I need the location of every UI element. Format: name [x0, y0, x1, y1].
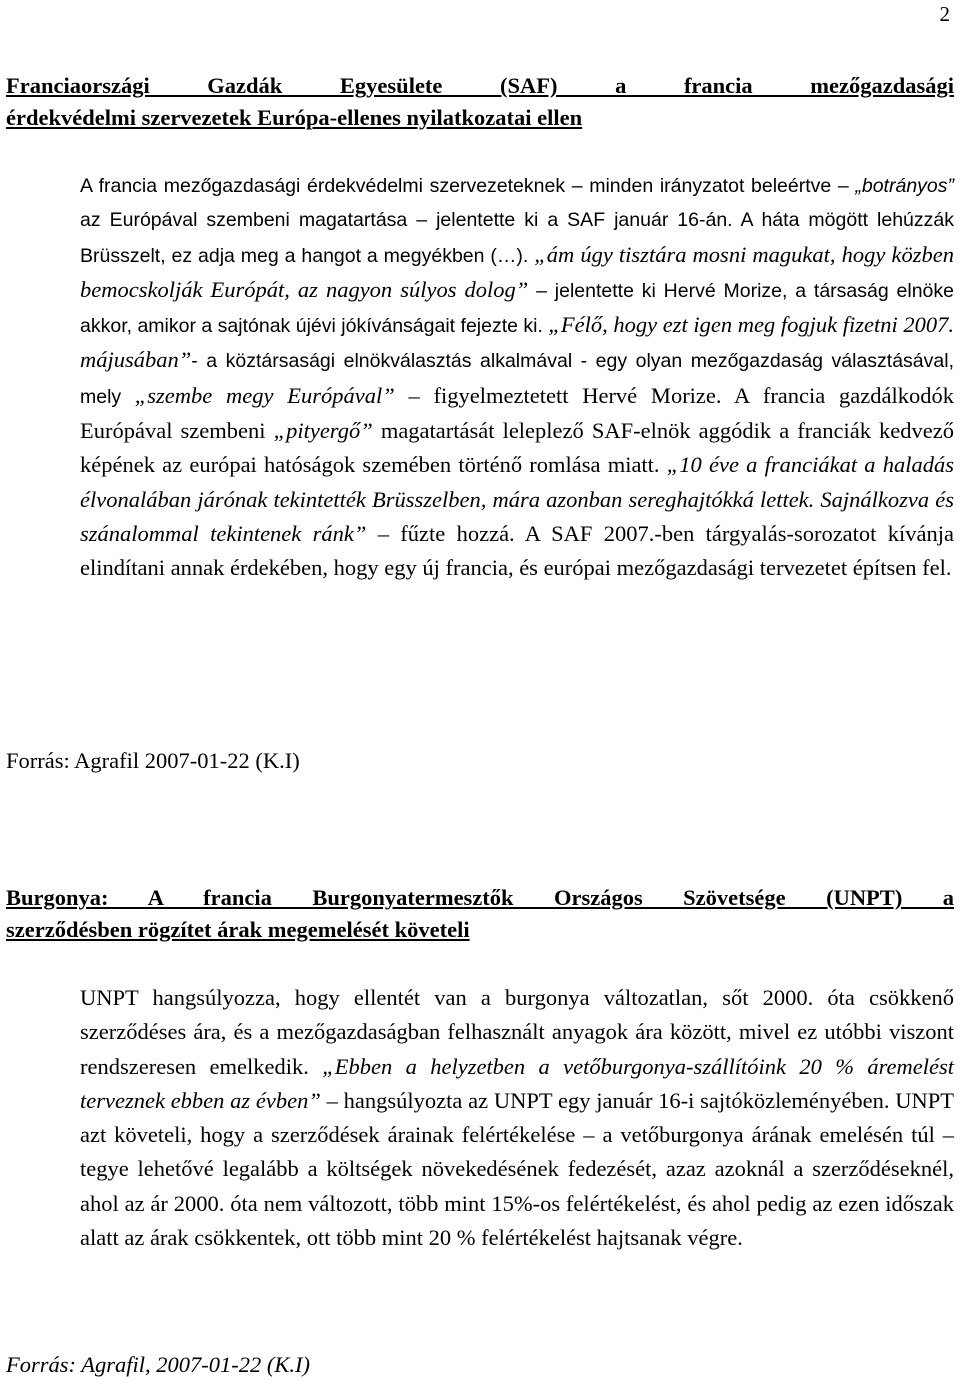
article-1-quote-4: „szembe megy Európával”	[134, 382, 395, 408]
article-2-title-line-1: Burgonya: A francia Burgonyatermesztők Országos Szövetsége (UNPT) a	[6, 885, 954, 910]
article-2-title	[6, 882, 954, 946]
article-1-title	[6, 70, 954, 134]
article-1-text-7: – fűzte hozzá. A SAF 2007.-ben tárgyalás-sorozatot kívánja elindítani annak érdekében, hogy egy új francia, és európai mezőgazdasági tervezetet építsen fel.	[80, 520, 954, 581]
article-1-text-2: az Európával szembeni magatartása – jelentette ki a SAF január 16-án. A háta mögött lehúzzák Brüsszelt, ez adja meg a hangot a megyékben (…).	[80, 209, 954, 267]
article-2-text-2: – hangsúlyozta az UNPT egy január 16-i sajtóközleményében. UNPT azt követeli, hogy a szerződések árainak felértékelése – a vetőburgonya árának emelésén túl – tegye lehetővé legalább a költségek növekedésének fedezését, azaz azoknál a szerződéseknél, ahol az ár 2000. óta nem változott, több mint 15%-os felértékelést, és ahol pedig az ezen időszak alatt az árak csökkentek, ott több mint 20 % felértékelést hajtsanak végre.	[80, 1087, 954, 1251]
article-1-quote-5: „pityergő”	[273, 418, 373, 444]
article-1-quote-1: „botrányos”	[855, 175, 954, 197]
article-1-body	[6, 169, 954, 586]
article-2-body	[6, 981, 954, 1255]
article-1-source: Forrás: Agrafil 2007-01-22 (K.I)	[6, 748, 300, 773]
page-number: 2	[939, 2, 950, 26]
article-1-text-5: – figyelmeztetett Hervé Morize. A francia gazdálkodók Európával szembeni	[80, 382, 954, 444]
article-1-title-line-1: Franciaországi Gazdák Egyesülete (SAF) a francia mezőgazdasági	[6, 73, 954, 98]
article-2-quote-1: „Ebben a helyzetben a vetőburgonya-szállítóink 20 % áremelést terveznek ebben az évben”	[80, 1053, 954, 1113]
article-1-text-4: - a köztársasági elnökválasztás alkalmával - egy olyan mezőgazdaság választásával, mely	[80, 350, 954, 408]
article-1-title-line-2: érdekvédelmi szervezetek Európa-ellenes nyilatkozatai ellen	[6, 105, 583, 130]
article-2-title-line-2: szerződésben rögzítet árak megemelését követeli	[6, 917, 470, 942]
article-1-quote-2: „ám úgy tisztára mosni magukat, hogy közben bemocskolják Európát, az nagyon súlyos dolog”	[80, 241, 954, 302]
article-2-text-1: UNPT hangsúlyozza, hogy ellentét van a burgonya változatlan, sőt 2000. óta csökkenő szerződéses ára, és a mezőgazdaságban felhasznált anyagok ára között, mivel ez utóbbi viszont rendszeresen emelkedik.	[80, 985, 954, 1079]
article-1-text-1: A francia mezőgazdasági érdekvédelmi szervezeteknek – minden irányzatot beleértve –	[80, 175, 856, 197]
article-1-quote-3: „Félő, hogy ezt igen meg fogjuk fizetni 2007. májusában”	[80, 312, 954, 373]
article-2-source: Forrás: Agrafil, 2007-01-22 (K.I)	[6, 1352, 310, 1377]
article-1-text-3: – jelentette ki Hervé Morize, a társaság elnöke akkor, amikor a sajtónak újévi jókívánságait fejezte ki.	[80, 279, 954, 338]
article-1-quote-6: „10 éve a franciákat a haladás élvonalában járónak tekintették Brüsszelben, mára azonban sereghajtókká lettek. Sajnálkozva és szánalommal tekintenek ránk”	[80, 452, 954, 546]
article-1-text-6: magatartását leleplező SAF-elnök aggódik a franciák kedvező képének az európai hatóságok szemében történő romlása miatt.	[80, 418, 954, 478]
